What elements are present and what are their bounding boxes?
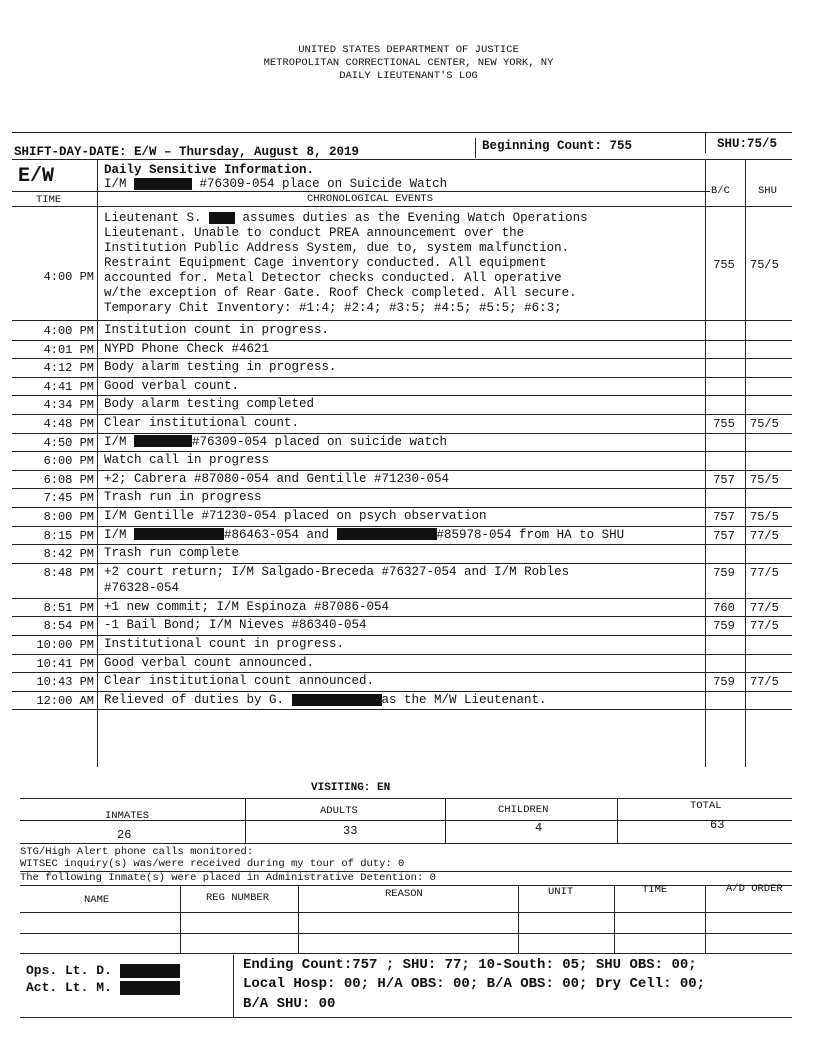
rule [20,912,792,913]
entry-time: 8:42 PM [43,547,94,562]
time-label: TIME [36,194,62,206]
rule [20,885,792,886]
time-column-rule [97,160,98,767]
row-rule [12,654,792,655]
row-rule [12,433,792,434]
rule [12,159,792,160]
divider [518,885,519,953]
witsec-note: WITSEC inquiry(s) was/were received during my tour of duty: 0 [20,858,405,870]
entry-text: -1 Bail Bond; I/M Nieves #86340-054 [104,618,367,633]
divider [614,885,615,953]
row-rule [12,395,792,396]
entry-shu: 75/5 [750,510,779,524]
act-lt-label: Act. Lt. M. [26,980,112,995]
first-entry-line: Temporary Chit Inventory: #1:4; #2:4; #3:5; #4:5; #5:5; #6:3; [104,301,562,315]
beginning-count: Beginning Count: 755 [482,139,633,153]
ending-count-line3: B/A SHU: 00 [243,996,336,1012]
entry-shu: 77/5 [750,600,779,615]
entry-shu: 77/5 [750,619,779,634]
entry-text: +1 new commit; I/M Espinoza #87086-054 [104,599,390,614]
row-rule [12,377,792,378]
redaction [337,528,437,540]
entry-shu: 75/5 [750,472,779,487]
divider [705,133,706,153]
visiting-total-value: 63 [710,818,725,832]
first-entry-line: accounted for. Metal Detector checks conducted. All operative [104,271,562,285]
entry-text: Trash run in progress [104,490,262,505]
visiting-total-label: TOTAL [690,800,722,812]
admin-detention-note: The following Inmate(s) were placed in Administrative Detention: 0 [20,872,436,884]
entry-time: 6:08 PM [43,472,94,487]
ending-count-line1: Ending Count:757 ; SHU: 77; 10-South: 05; SHU OBS: 00; [243,957,697,973]
row-rule [12,358,792,359]
rule [20,933,792,934]
row-rule [12,451,792,452]
header-agency: UNITED STATES DEPARTMENT OF JUSTICE [298,44,519,56]
entry-bc: 759 [713,565,735,580]
sensitive-line [104,177,447,191]
entry-time: 10:41 PM [36,656,94,671]
bc-column-rule [705,159,706,767]
admin-col-reason: REASON [385,888,423,900]
entry-time: 10:00 PM [36,638,94,652]
rule [12,191,710,192]
entry-bc: 760 [713,600,735,615]
first-entry-line: Lieutenant S. assumes duties as the Evening Watch Operations [104,211,588,225]
entry-shu: 75/5 [750,258,779,272]
entry-shu: 77/5 [750,565,779,580]
row-rule [12,526,792,527]
entry-text: NYPD Phone Check #4621 [104,341,270,356]
first-entry-line: Institution Public Address System, due to, system malfunction. [104,241,570,255]
header-facility: METROPOLITAN CORRECTIONAL CENTER, NEW YORK, NY [263,57,554,69]
redaction [292,694,382,706]
entry-bc: 757 [713,510,735,524]
entry-time: 4:41 PM [43,379,94,394]
entry-bc: 759 [713,675,735,690]
col-bc-label: B/C [711,185,730,197]
header-log-title: DAILY LIEUTENANT'S LOG [339,70,478,82]
ew-label: E/W [18,165,55,188]
ending-count-line2: Local Hosp: 00; H/A OBS: 00; B/A OBS: 00; Dry Cell: 00; [243,976,706,992]
row-rule [12,709,792,710]
entry-time: 8:54 PM [43,619,94,634]
admin-col-time: TIME [642,884,668,896]
entry-time: 8:48 PM [43,565,94,580]
sensitive-title: Daily Sensitive Information. [104,163,315,177]
entry-time: 4:12 PM [43,361,94,376]
entry-time: 4:01 PM [43,342,94,357]
visiting-inmates-label: INMATES [105,810,150,822]
divider [475,138,476,158]
entry-time: 4:48 PM [43,417,94,431]
act-lt [26,980,180,995]
entry-text: Body alarm testing completed [104,397,315,412]
divider [233,955,234,1017]
visiting-adults-label: ADULTS [320,805,358,817]
row-rule [12,470,792,471]
redaction [134,435,192,447]
divider [298,885,299,953]
admin-col-reg: REG NUMBER [206,892,270,904]
admin-col-name: NAME [84,894,110,906]
entry-text: +2; Cabrera #87080-054 and Gentille #71230-054 [104,471,450,486]
visiting-inmates-value: 26 [117,828,132,842]
visiting-title: VISITING: EN [311,782,391,794]
divider [705,885,706,953]
entry-text-continued: #76328-054 [104,580,180,595]
rule-top [12,132,792,133]
shift-shu: SHU:75/5 [717,137,778,151]
stg-note: STG/High Alert phone calls monitored: [20,846,254,858]
admin-col-order: A/D ORDER [726,883,783,895]
entry-bc: 757 [713,528,735,543]
entry-text: I/M Gentille #71230-054 placed on psych observation [104,509,487,523]
admin-col-unit: UNIT [548,886,574,898]
entry-text: Institutional count in progress. [104,637,345,651]
divider [180,885,181,953]
entry-text: I/M #76309-054 placed on suicide watch [104,434,448,449]
entry-time: 4:50 PM [43,435,94,450]
entry-time: 7:45 PM [43,491,94,506]
entry-bc: 757 [713,472,735,487]
entry-shu: 77/5 [750,675,779,690]
row-rule [12,598,792,599]
entry-time: 10:43 PM [36,675,94,690]
shu-column-rule [745,159,746,767]
entry-bc: 759 [713,619,735,634]
visiting-children-value: 4 [535,821,543,835]
entry-shu: 77/5 [750,528,779,543]
entry-bc: 755 [713,258,735,272]
entry-text: Clear institutional count announced. [104,674,375,689]
first-entry-line: w/the exception of Rear Gate. Roof Check completed. All secure. [104,286,577,300]
row-rule [12,340,792,341]
rule [20,798,792,799]
entry-time: 12:00 AM [36,693,94,708]
redaction [134,528,224,540]
visiting-adults-value: 33 [343,824,358,838]
rule [20,953,792,954]
row-rule [12,544,792,545]
rule [20,843,792,844]
row-rule [12,563,792,564]
entry-time: 8:15 PM [43,528,94,543]
ops-lt-label: Ops. Lt. D. [26,963,112,978]
rule [12,320,792,321]
row-rule [12,635,792,636]
entry-text: Relieved of duties by G. as the M/W Lieutenant. [104,692,547,707]
shift-day-date: SHIFT-DAY-DATE: E/W – Thursday, August 8, 2019 [14,145,360,159]
entry-text: I/M #86463-054 and #85978-054 from HA to SHU [104,527,625,542]
entry-shu: 75/5 [750,417,779,431]
redaction [120,981,180,995]
entry-time: 8:51 PM [43,600,94,615]
redaction [120,964,180,978]
entry-time: 4:00 PM [43,270,94,284]
rule [12,206,792,207]
entry-time: 6:00 PM [43,454,94,469]
entry-bc: 755 [713,417,735,431]
row-rule [12,488,792,489]
entry-text: Good verbal count announced. [104,655,315,670]
rule [20,1017,792,1018]
row-rule [12,672,792,673]
entry-text: Institution count in progress. [104,323,330,337]
entry-time: 4:34 PM [43,398,94,413]
entry-text: Trash run complete [104,546,240,561]
row-rule [12,414,792,415]
col-shu-label: SHU [758,185,777,197]
redaction [134,178,192,190]
sensitive-rest: #76309-054 place on Suicide Watch [199,177,448,191]
entry-text: +2 court return; I/M Salgado-Breceda #76327-054 and I/M Robles [104,564,570,579]
ops-lt [26,963,180,978]
entry-text: Good verbal count. [104,378,240,393]
entry-text: Watch call in progress [104,453,270,468]
row-rule [12,507,792,508]
entry-time: 8:00 PM [43,510,94,524]
first-entry-line: Restraint Equipment Cage inventory conducted. All equipment [104,256,547,270]
entry-time: 4:00 PM [43,324,94,338]
entry-text: Body alarm testing in progress. [104,360,337,375]
row-rule [12,616,792,617]
visiting-children-label: CHILDREN [498,804,549,816]
row-rule [12,691,792,692]
sensitive-prefix: I/M [104,177,127,191]
entry-text: Clear institutional count. [104,416,300,430]
rule [20,820,792,821]
chron-label: CHRONOLOGICAL EVENTS [307,193,434,205]
first-entry-line: Lieutenant. Unable to conduct PREA announcement over the [104,226,525,240]
